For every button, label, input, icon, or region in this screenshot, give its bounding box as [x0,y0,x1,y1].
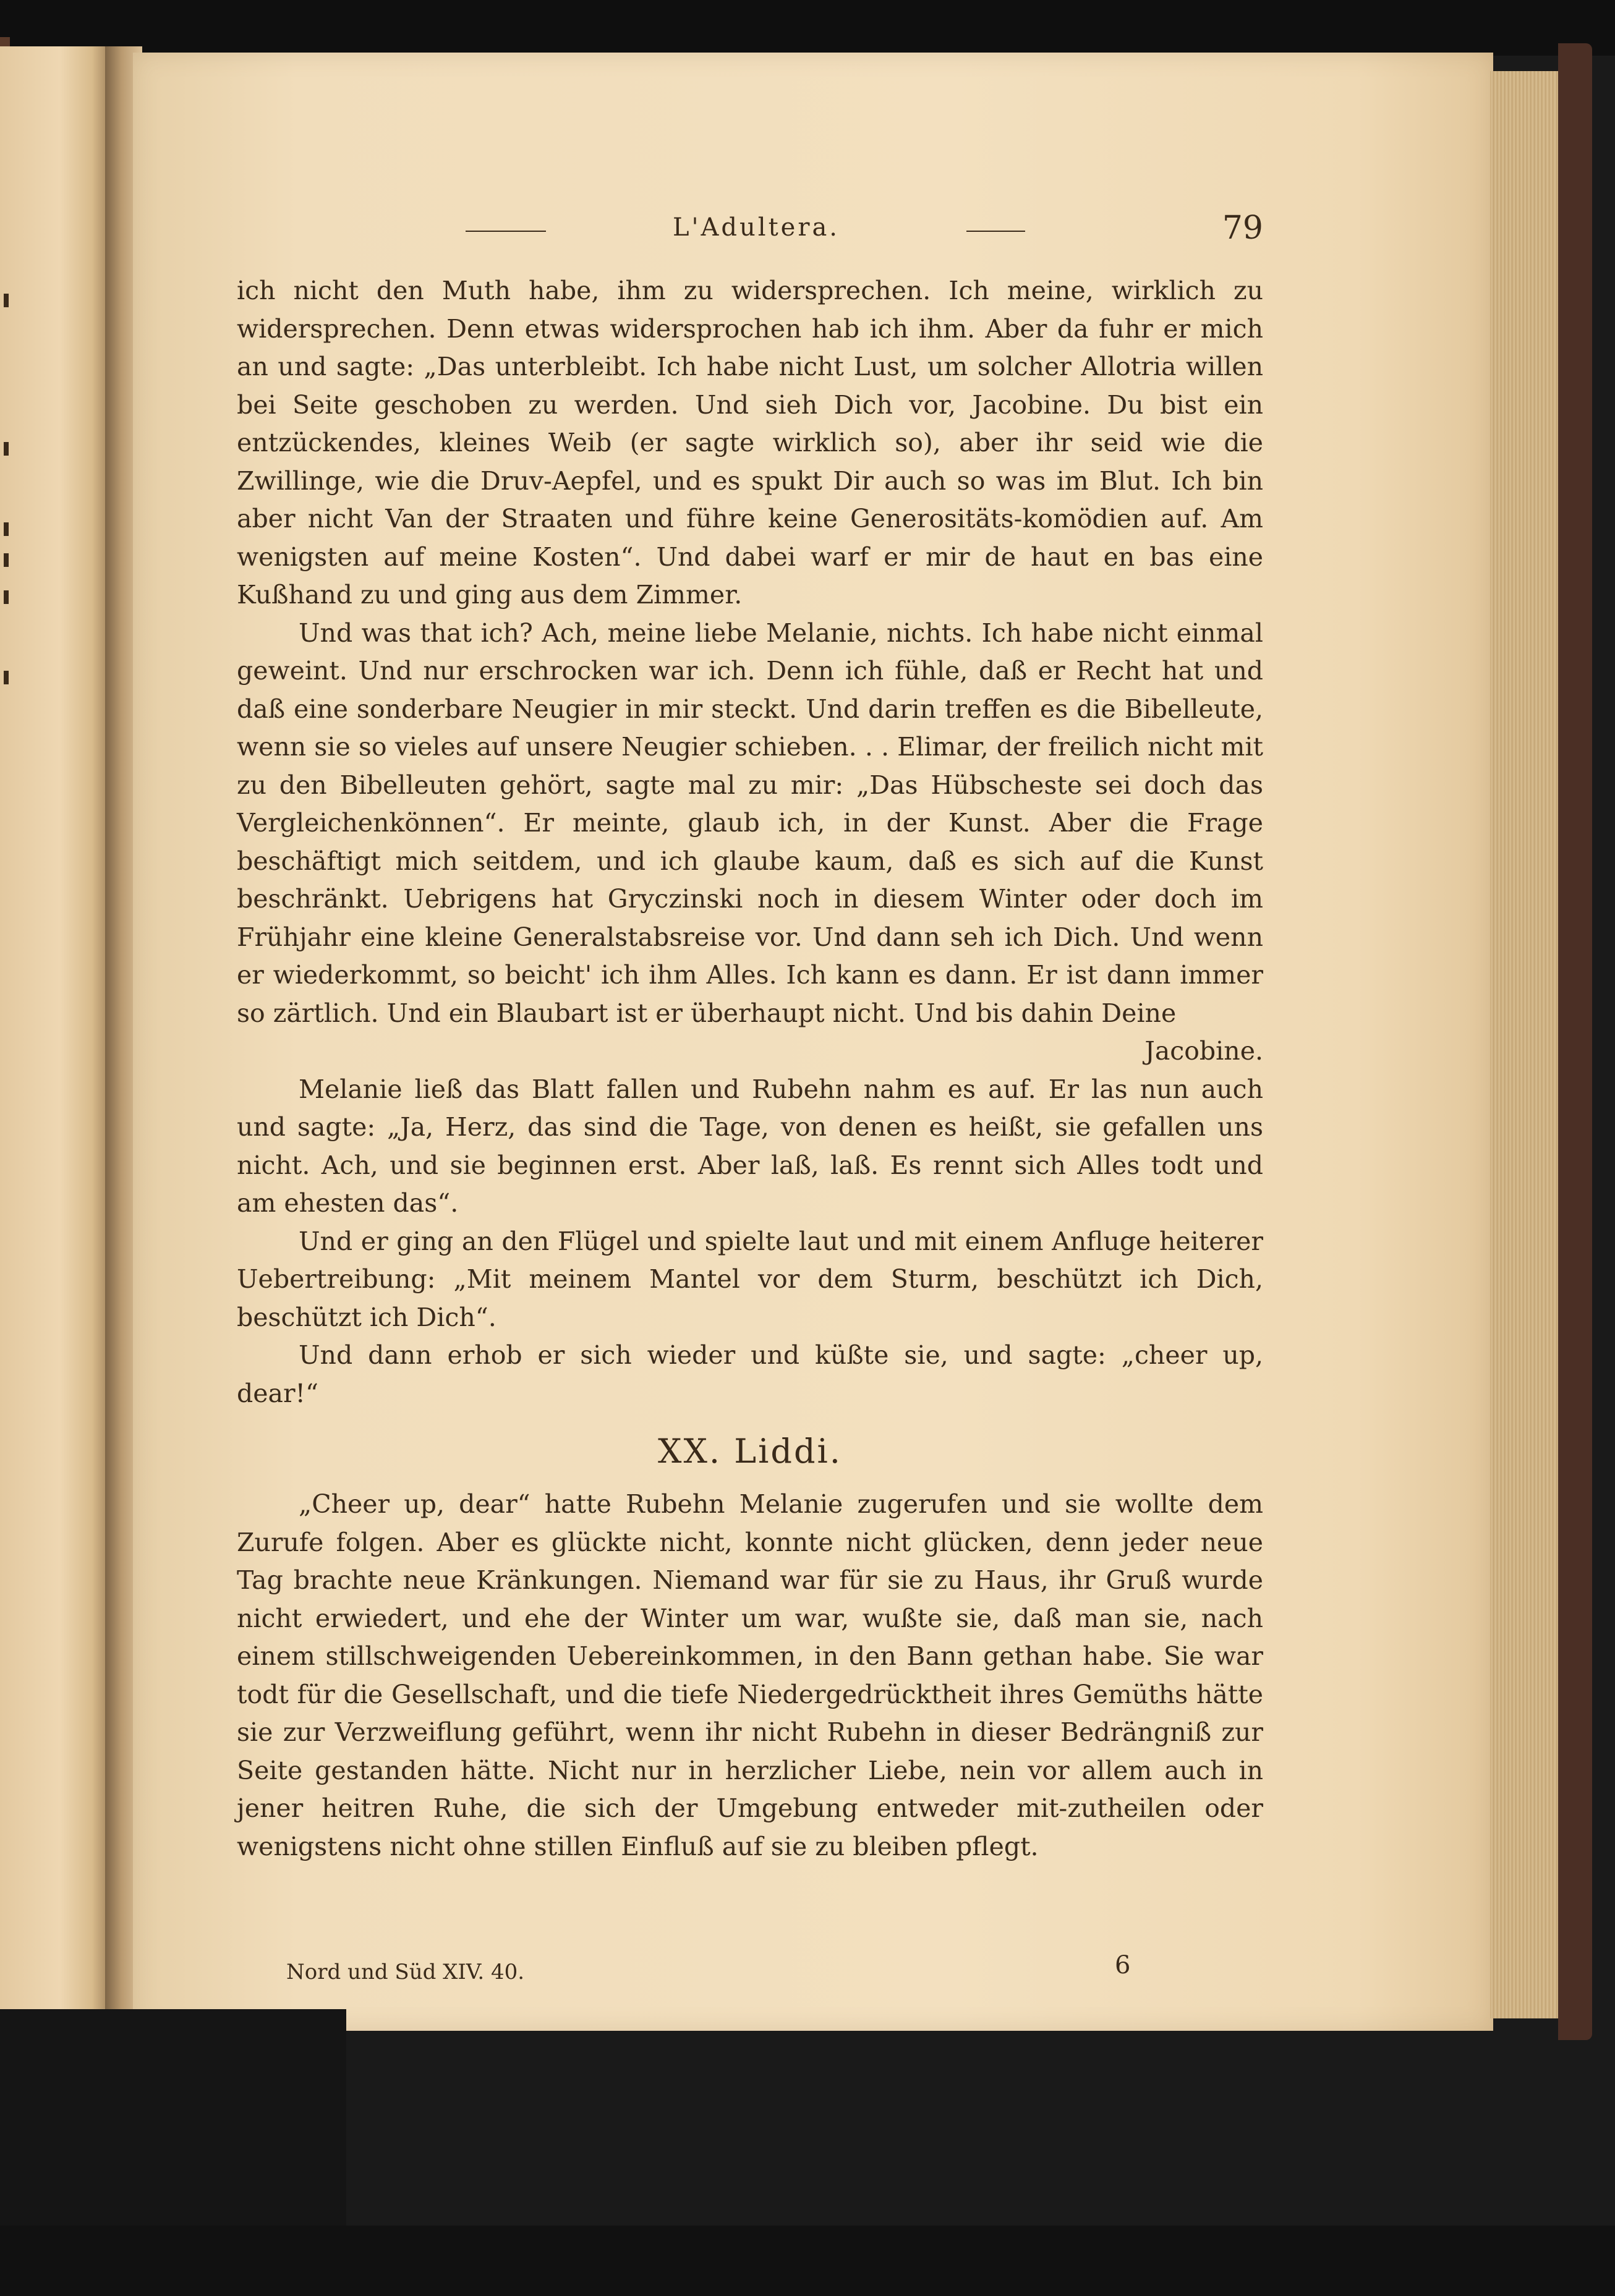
letter-signature: Jacobine. [1144,1036,1263,1066]
facing-page-glyph [4,522,9,536]
running-head-rule-right [966,231,1025,232]
paragraph: Und er ging an den Flügel und spielte laut und mit einem Anfluge heiterer Uebertreibung: „Mit meinem Mantel vor dem Sturm, beschützt ich Dich, beschützt ich Dich“. [237,1226,1263,1332]
facing-page-glyph [4,590,9,604]
scan-background-bottom-left [0,2009,346,2232]
page-number: 79 [1222,210,1263,247]
scan-background-top [0,0,1615,56]
right-cover-edge [1558,43,1592,2040]
facing-page-glyph [4,671,9,684]
chapter-heading: XX. Liddi. [658,1432,842,1471]
facing-page-glyph [4,442,9,456]
running-head-rule-left [466,231,546,232]
paragraph: Melanie ließ das Blatt fallen und Rubehn nahm es auf. Er las nun auch und sagte: „Ja, Herz, das sind die Tage, von denen es heißt, sie gefallen uns nicht. Ach, und sie beginnen erst. Aber laß, laß. Es rennt sich Alles todt und am ehesten das“. [237,1074,1263,1218]
page-edges [1490,71,1564,2018]
journal-reference: Nord und Süd XIV. 40. [286,1960,525,1984]
paragraph: Und dann erhob er sich wieder und küßte sie, und sagte: „cheer up, dear!“ [237,1340,1263,1408]
paragraph: Und was that ich? Ach, meine liebe Melanie, nichts. Ich habe nicht einmal geweint. Und nur erschrocken war ich. Denn ich fühle, daß er Recht hat und daß eine sonderbare Neugier in mir steckt. Und darin treffen es die Bibelleute, wenn sie so vieles auf unsere Neugier schieben. . . Elimar, der freilich nicht mit zu den Bibelleuten gehört, sagte mal zu mir: „Das Hübscheste sei doch das Vergleichenkönnen“. Er meinte, glaub ich, in der Kunst. Aber die Frage beschäftigt mich seitdem, und ich glaube kaum, daß es sich auf die Kunst beschränkt. Uebrigens hat Gryczinski noch in diesem Winter oder doch im Frühjahr eine kleine Generalstabsreise vor. Und dann seh ich Dich. Und wenn er wiederkommt, so beicht' ich ihm Alles. Ich kann es dann. Er ist dann immer so zärtlich. Und ein Blaubart ist er überhaupt nicht. Und bis dahin Deine [237,618,1263,1028]
facing-page-glyph [4,553,9,567]
signature-mark: 6 [1115,1951,1131,1979]
scan-background-bottom [0,2226,1615,2296]
page-footer [237,1951,1263,1997]
running-head [237,210,1263,250]
paragraph: ich nicht den Muth habe, ihm zu widersprechen. Ich meine, wirklich zu widersprechen. Denn etwas widersprochen hab ich ihm. Aber da fuhr er mich an und sagte: „Das unterbleibt. Ich habe nicht Lust, um solcher Allotria willen bei Seite geschoben zu werden. Und sieh Dich vor, Jacobine. Du bist ein entzückendes, kleines Weib (er sagte wirklich so), aber ihr seid wie die Zwillinge, wie die Druv-Aepfel, und es spukt Dir auch so was im Blut. Ich bin aber nicht Van der Straaten und führe keine Generositäts-komödien auf. Am wenigsten auf meine Kosten“. Und dabei warf er mir de haut en bas eine Kußhand zu und ging aus dem Zimmer. [237,276,1263,610]
facing-page-glyph [4,294,9,307]
facing-page-fragment [0,46,108,2012]
body-text [237,272,1263,1866]
running-head-title: L'Adultera. [672,213,840,242]
paragraph: „Cheer up, dear“ hatte Rubehn Melanie zugerufen und sie wollte dem Zurufe folgen. Aber es glückte nicht, konnte nicht glücken, denn jeder neue Tag brachte neue Kränkungen. Niemand war für sie zu Haus, ihr Gruß wurde nicht erwiedert, und ehe der Winter um war, wußte sie, daß man sie, nach einem stillschweigenden Uebereinkommen, in den Bann gethan habe. Sie war todt für die Gesellschaft, und die tiefe Niedergedrücktheit ihres Gemüths hätte sie zur Verzweiflung geführt, wenn ihr nicht Rubehn in dieser Bedrängniß zur Seite gestanden hätte. Nicht nur in herzlicher Liebe, nein vor allem auch in jener heitren Ruhe, die sich der Umgebung entweder mit-zutheilen oder wenigstens nicht ohne stillen Einfluß auf sie zu bleiben pflegt. [237,1489,1263,1861]
